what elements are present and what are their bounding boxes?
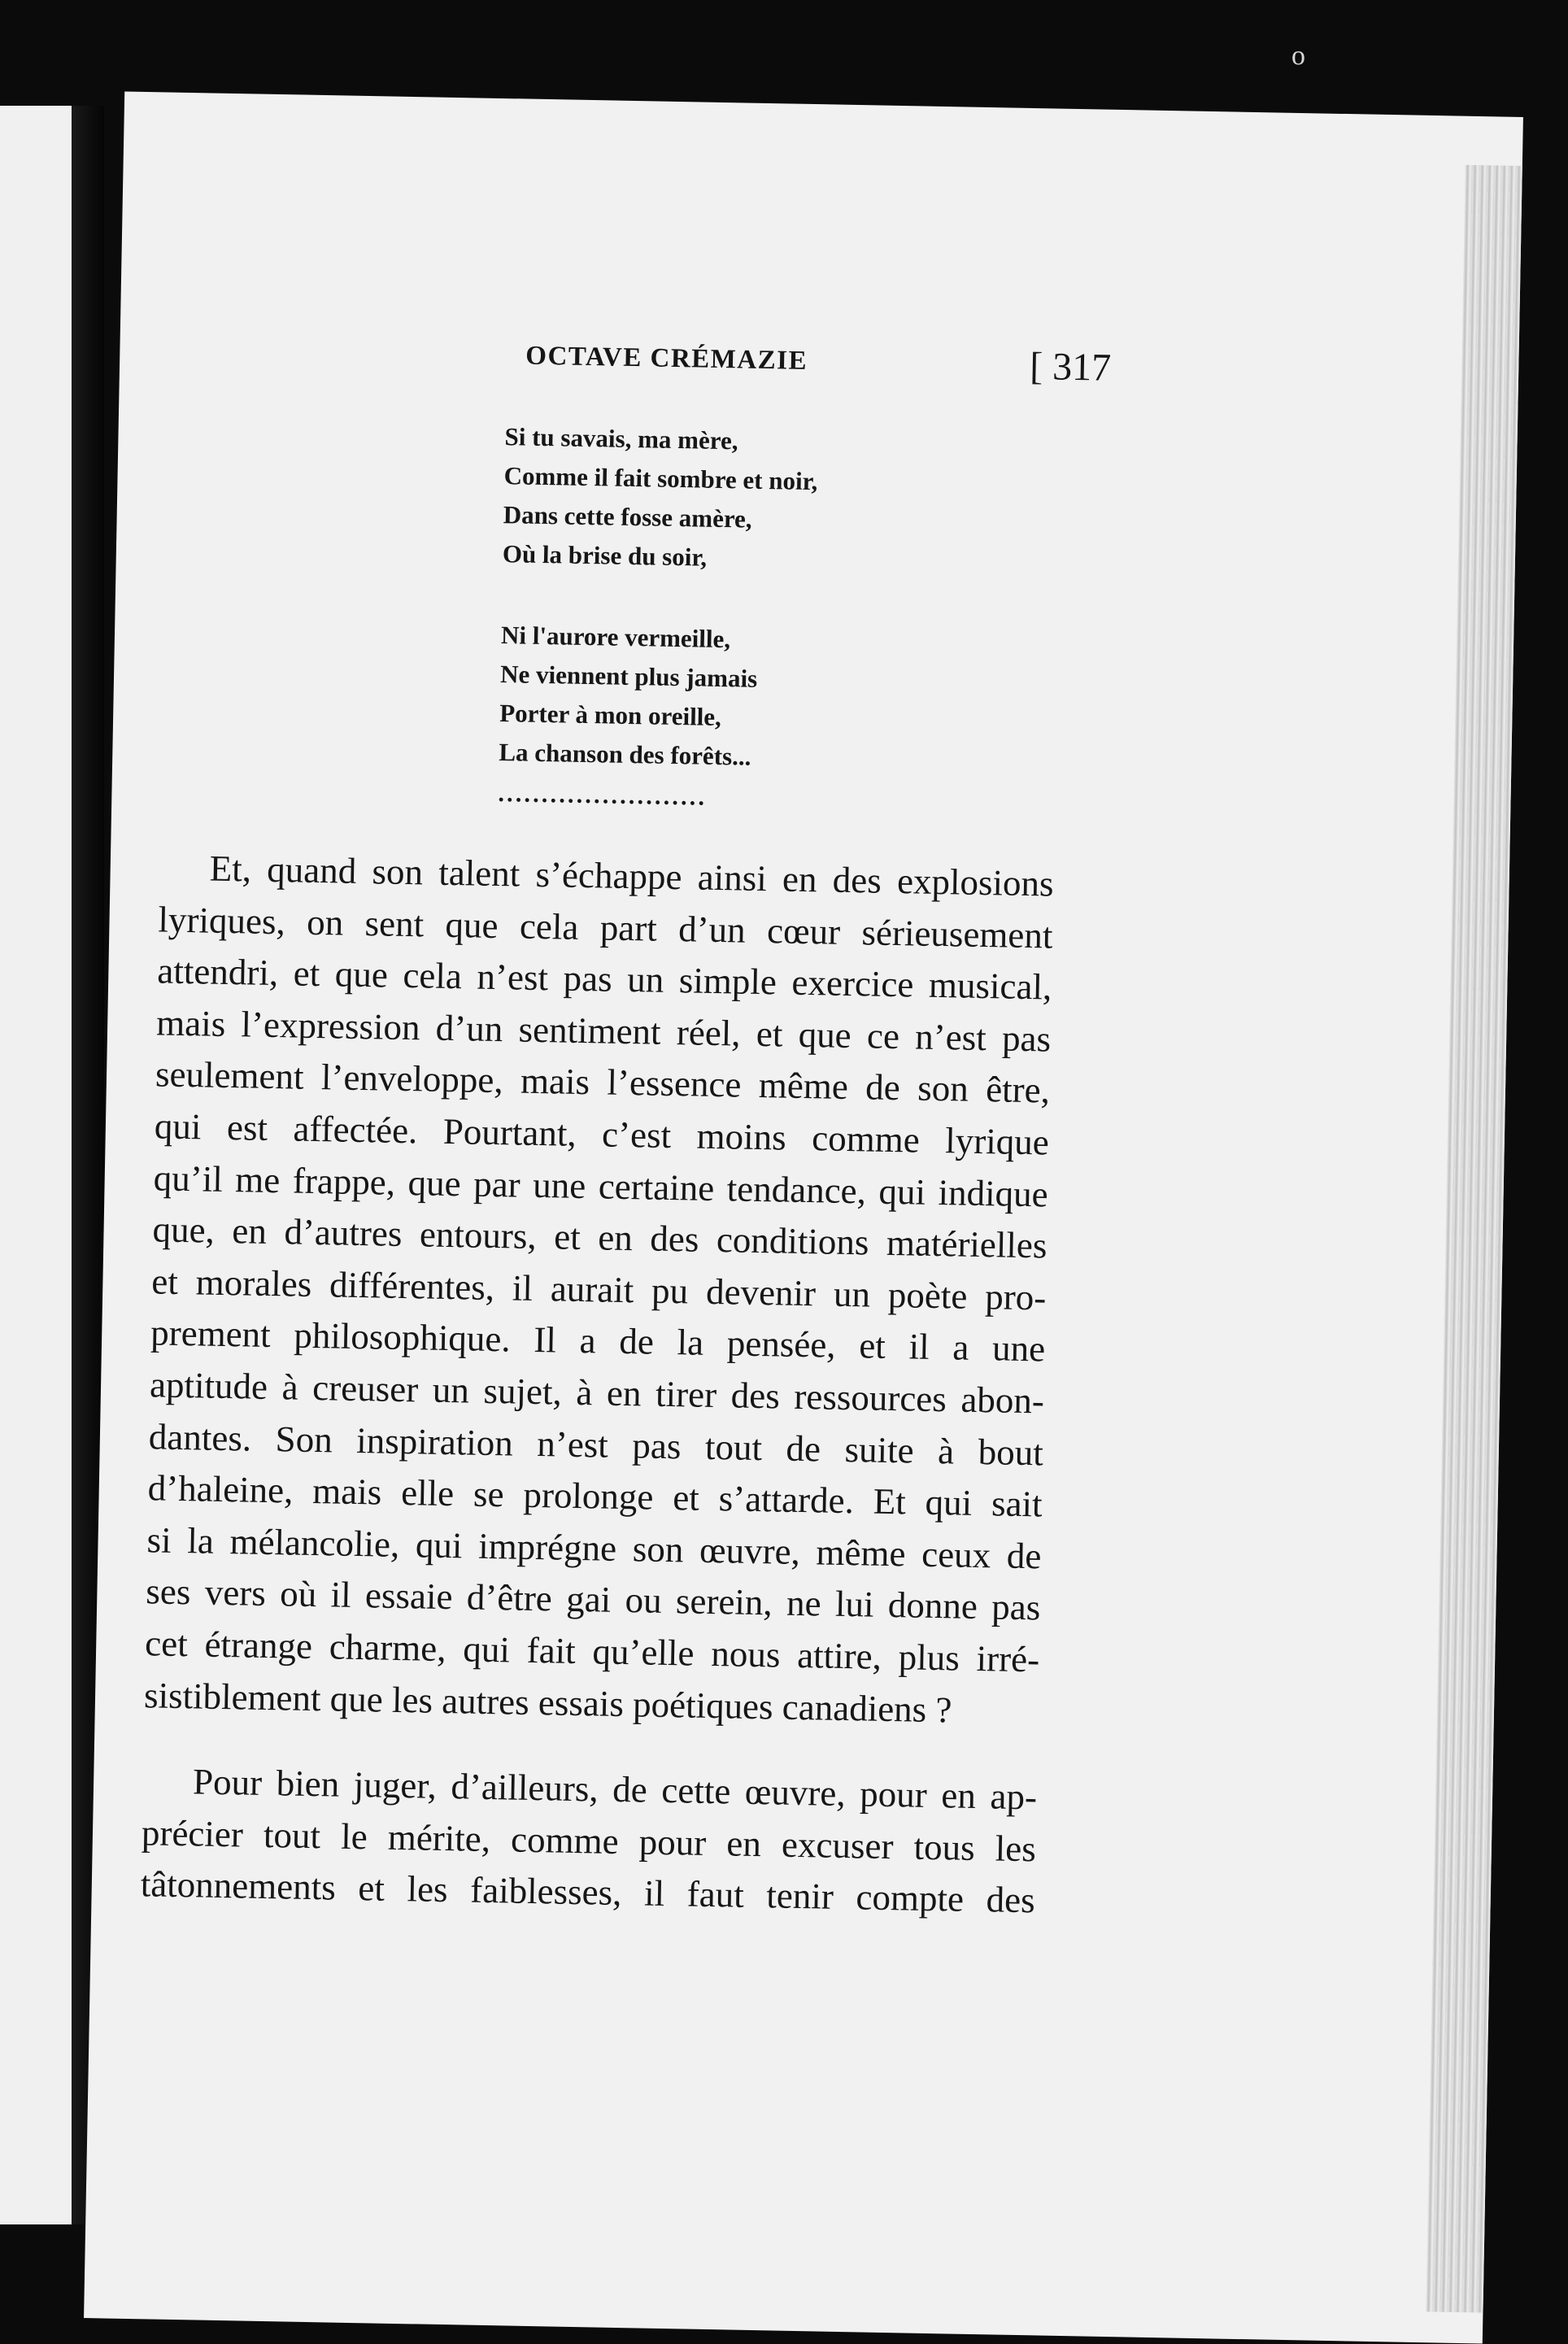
poem-line: Où la brise du soir, [502, 539, 708, 572]
text-line: si la mélancolie, qui imprégne son œuvre, même ceux de [146, 1518, 1042, 1577]
text-line: dantes. Son inspiration n’est pas tout de suite à bout [148, 1415, 1044, 1473]
paragraph-1 [144, 842, 1055, 1737]
poem-line: La chanson des forêts... [499, 738, 751, 771]
book-page [84, 91, 1523, 2343]
poem-line: Comme il fait sombre et noir, [503, 461, 818, 496]
page-header [525, 335, 1257, 421]
poem-stanza-2 [499, 616, 1070, 782]
poem-ellipsis-line: ........................ [498, 780, 708, 811]
poem-line: Si tu savais, ma mère, [504, 422, 738, 455]
text-line: lyriques, on sent que cela part d’un cœur sérieusement [158, 898, 1053, 956]
poem-stanza-1 [502, 417, 1074, 584]
left-page-edge [0, 106, 72, 2224]
poem-line: Dans cette fosse amère, [503, 500, 752, 534]
poem-line: Ni l'aurore vermeille, [500, 621, 731, 654]
running-head: OCTAVE CRÉMAZIE [525, 341, 808, 376]
text-line: aptitude à creuser un sujet, à en tirer des ressources abon- [149, 1364, 1045, 1422]
text-line: tâtonnements et les faiblesses, il faut tenir compte des [140, 1863, 1036, 1921]
text-line: mais l’expression d’un sentiment réel, et que ce n’est pas [155, 1002, 1052, 1060]
text-line: Et, quand son talent s’échappe ainsi en des explosions [209, 847, 1055, 904]
poem-line: Ne viennent plus jamais [499, 660, 758, 693]
paragraph-2 [140, 1755, 1037, 1927]
text-line: d’haleine, mais elle se prolonge et s’attarde. Et qui sait [147, 1467, 1043, 1525]
poem-excerpt [498, 417, 1074, 825]
text-line: qu’il me frappe, que par une certaine tendance, qui indique [153, 1157, 1049, 1215]
text-line: attendri, et que cela n’est pas un simple exercice musical, [156, 950, 1052, 1008]
text-line: et morales différentes, il aurait pu devenir un poète pro- [150, 1261, 1047, 1318]
page-number: [ 317 [1029, 344, 1112, 390]
text-line: cet étrange charme, qui fait qu’elle nous attire, plus irré- [144, 1623, 1040, 1680]
text-line: qui est affectée. Pourtant, c’est moins comme lyrique [154, 1105, 1050, 1163]
scan-corner-mark: ο [1291, 41, 1305, 71]
text-line: que, en d’autres entours, et en des conditions matérielles [152, 1209, 1048, 1266]
text-line: Pour bien juger, d’ailleurs, de cette œuvre, pour en ap- [192, 1761, 1038, 1818]
text-line: précier tout le mérite, comme pour en excuser tous les [141, 1811, 1037, 1869]
text-line: ses vers où il essaie d’être gai ou serein, ne lui donne pas [145, 1571, 1041, 1628]
text-line: seulement l’enveloppe, mais l’essence même de son être, [155, 1053, 1051, 1111]
page-stack-edge [1426, 165, 1522, 2313]
text-line: sistiblement que les autres essais poétiques canadiens ? [143, 1674, 952, 1730]
text-line: prement philosophique. Il a de la pensée, et il a une [150, 1312, 1046, 1370]
poem-line: Porter à mon oreille, [499, 699, 722, 732]
